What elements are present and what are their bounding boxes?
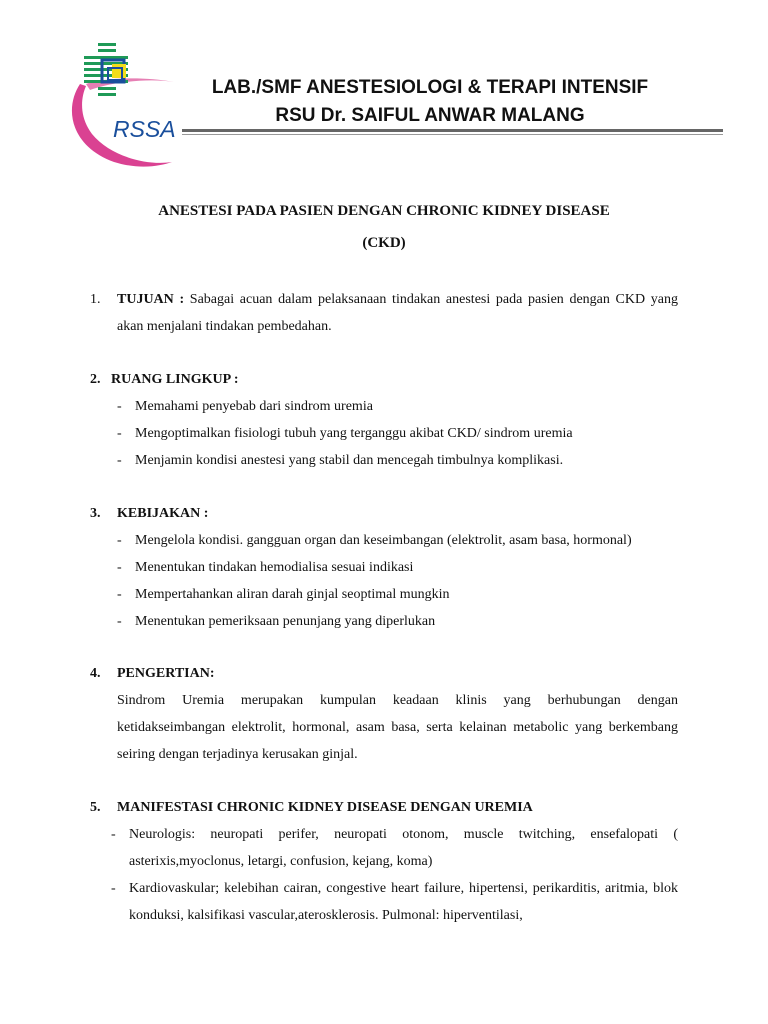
header-institution: LAB./SMF ANESTESIOLOGI & TERAPI INTENSIF xyxy=(211,77,649,98)
section-number: 3. xyxy=(90,506,101,521)
section-pengertian xyxy=(90,660,678,770)
section-manifestasi xyxy=(90,794,678,954)
section-number: 2. xyxy=(90,372,101,387)
list-item: - Kardiovaskular; kelebihan cairan, congestive heart failure, hipertensi, perikarditis, aritmia, blok konduksi, kalsifikasi vascular,aterosklerosis. Pulmonal: hiperventilasi, xyxy=(111,875,678,929)
section-heading: MANIFESTASI CHRONIC KIDNEY DISEASE DENGAN UREMIA xyxy=(117,800,533,815)
list-item: - Neurologis: neuropati perifer, neuropati otonom, muscle twitching, ensefalopati ( asterixis,myoclonus, letargi, confusion, kejang, koma) xyxy=(111,821,678,875)
rssa-logo-icon xyxy=(62,38,182,168)
bullet-list xyxy=(117,393,678,474)
list-item: - Menjamin kondisi anestesi yang stabil dan mencegah timbulnya komplikasi. xyxy=(117,447,678,474)
list-item: - Menentukan tindakan hemodialisa sesuai indikasi xyxy=(117,554,678,581)
section-number: 4. xyxy=(90,666,101,681)
list-item: - Memahami penyebab dari sindrom uremia xyxy=(117,393,678,420)
document-title: ANESTESI PADA PASIEN DENGAN CHRONIC KIDNEY DISEASE xyxy=(158,203,610,219)
section-text: Sindrom Uremia merupakan kumpulan keadaan klinis yang berhubungan dengan ketidakseimbangan elektrolit, hormonal, asam basa, serta kelainan metabolic yang berkembang seiring dengan terjadinya kerusakan ginjal. xyxy=(117,693,678,762)
list-item: - Mengoptimalkan fisiologi tubuh yang terganggu akibat CKD/ sindrom uremia xyxy=(117,420,678,447)
bullet-list xyxy=(117,527,678,635)
header-hospital: RSU Dr. SAIFUL ANWAR MALANG xyxy=(275,105,585,126)
section-heading: KEBIJAKAN : xyxy=(117,506,209,521)
section-ruang-lingkup xyxy=(90,366,678,476)
section-number: 1. xyxy=(90,292,101,307)
bullet-list xyxy=(111,821,678,929)
section-heading: RUANG LINGKUP : xyxy=(111,372,239,387)
section-kebijakan xyxy=(90,500,678,640)
section-body xyxy=(117,286,678,340)
document-title-abbrev: (CKD) xyxy=(362,235,406,251)
section-heading: PENGERTIAN: xyxy=(117,666,215,681)
section-text: Sabagai acuan dalam pelaksanaan tindakan anestesi pada pasien dengan CKD yang akan menjalani tindakan pembedahan. xyxy=(117,292,678,334)
section-tujuan xyxy=(90,286,678,346)
logo-text: RSSA xyxy=(113,116,176,142)
list-item: - Menentukan pemeriksaan penunjang yang diperlukan xyxy=(117,608,678,635)
list-item: - Mempertahankan aliran darah ginjal seoptimal mungkin xyxy=(117,581,678,608)
list-item: - Mengelola kondisi. gangguan organ dan keseimbangan (elektrolit, asam basa, hormonal) xyxy=(117,527,678,554)
header-divider xyxy=(182,129,723,132)
section-number: 5. xyxy=(90,800,101,815)
section-heading: TUJUAN : xyxy=(117,292,185,307)
hospital-logo xyxy=(62,38,182,168)
header-divider-thin xyxy=(182,134,723,135)
